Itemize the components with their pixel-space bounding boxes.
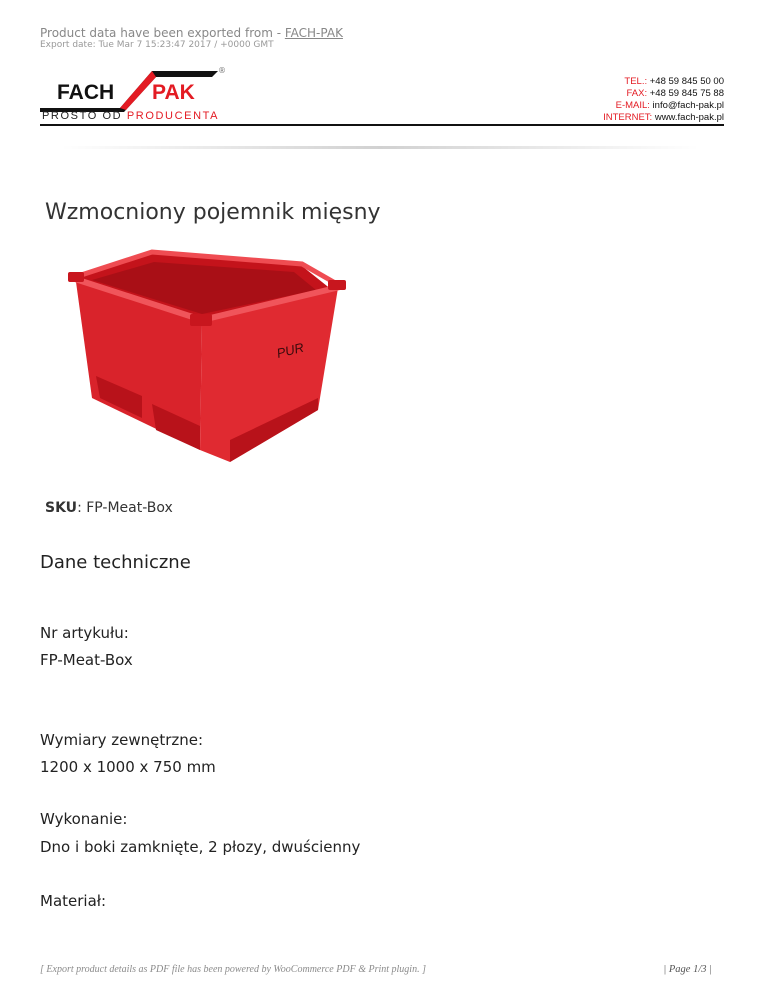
logo-tagline — [42, 110, 219, 122]
header-shadow-divider — [60, 146, 700, 149]
spec-value-article-no: FP-Meat-Box — [40, 651, 133, 669]
export-notice-text: Product data have been exported from - — [40, 26, 285, 40]
spec-label-material: Materiał: — [40, 892, 107, 910]
product-title: Wzmocniony pojemnik mięsny — [45, 200, 381, 225]
tagline-part2: PRODUCENTA — [126, 110, 220, 122]
product-image-red-container — [62, 248, 352, 466]
logo-word-fach: FACH — [57, 81, 115, 104]
contact-website: INTERNET: www.fach-pak.pl — [603, 112, 724, 123]
contact-email: E-MAIL: info@fach-pak.pl — [615, 100, 724, 111]
site-link[interactable]: FACH-PAK — [284, 26, 343, 40]
spec-value-construction: Dno i boki zamknięte, 2 płozy, dwuścienny — [40, 838, 361, 856]
tagline-part1: PROSTO OD — [42, 110, 127, 122]
spec-value-dimensions: 1200 x 1000 x 750 mm — [40, 758, 216, 776]
header-rule — [40, 124, 724, 126]
contact-phone: TEL.: +48 59 845 50 00 — [624, 76, 724, 87]
spec-label-article-no: Nr artykułu: — [40, 624, 129, 642]
footer-plugin-note: [ Export product details as PDF file has been powered by WooCommerce PDF & Print plugin. ] — [40, 964, 426, 975]
spec-label-construction: Wykonanie: — [40, 810, 128, 828]
logo-word-pak: PAK — [152, 81, 195, 104]
sku-label: SKU — [45, 500, 78, 516]
spec-label-dimensions: Wymiary zewnętrzne: — [40, 731, 204, 749]
page-number: | Page 1/3 | — [663, 964, 712, 975]
export-date: Export date: Tue Mar 7 15:23:47 2017 / +0000 GMT — [40, 40, 274, 50]
contact-block — [603, 76, 724, 124]
sku-line — [45, 500, 173, 516]
product-image-marking: PUR — [275, 339, 306, 361]
registered-mark: ® — [218, 66, 226, 75]
contact-fax: FAX: +48 59 845 75 88 — [626, 88, 724, 99]
tech-section-heading: Dane techniczne — [40, 552, 191, 573]
export-notice — [40, 26, 343, 40]
sku-value: : FP-Meat-Box — [77, 500, 173, 516]
